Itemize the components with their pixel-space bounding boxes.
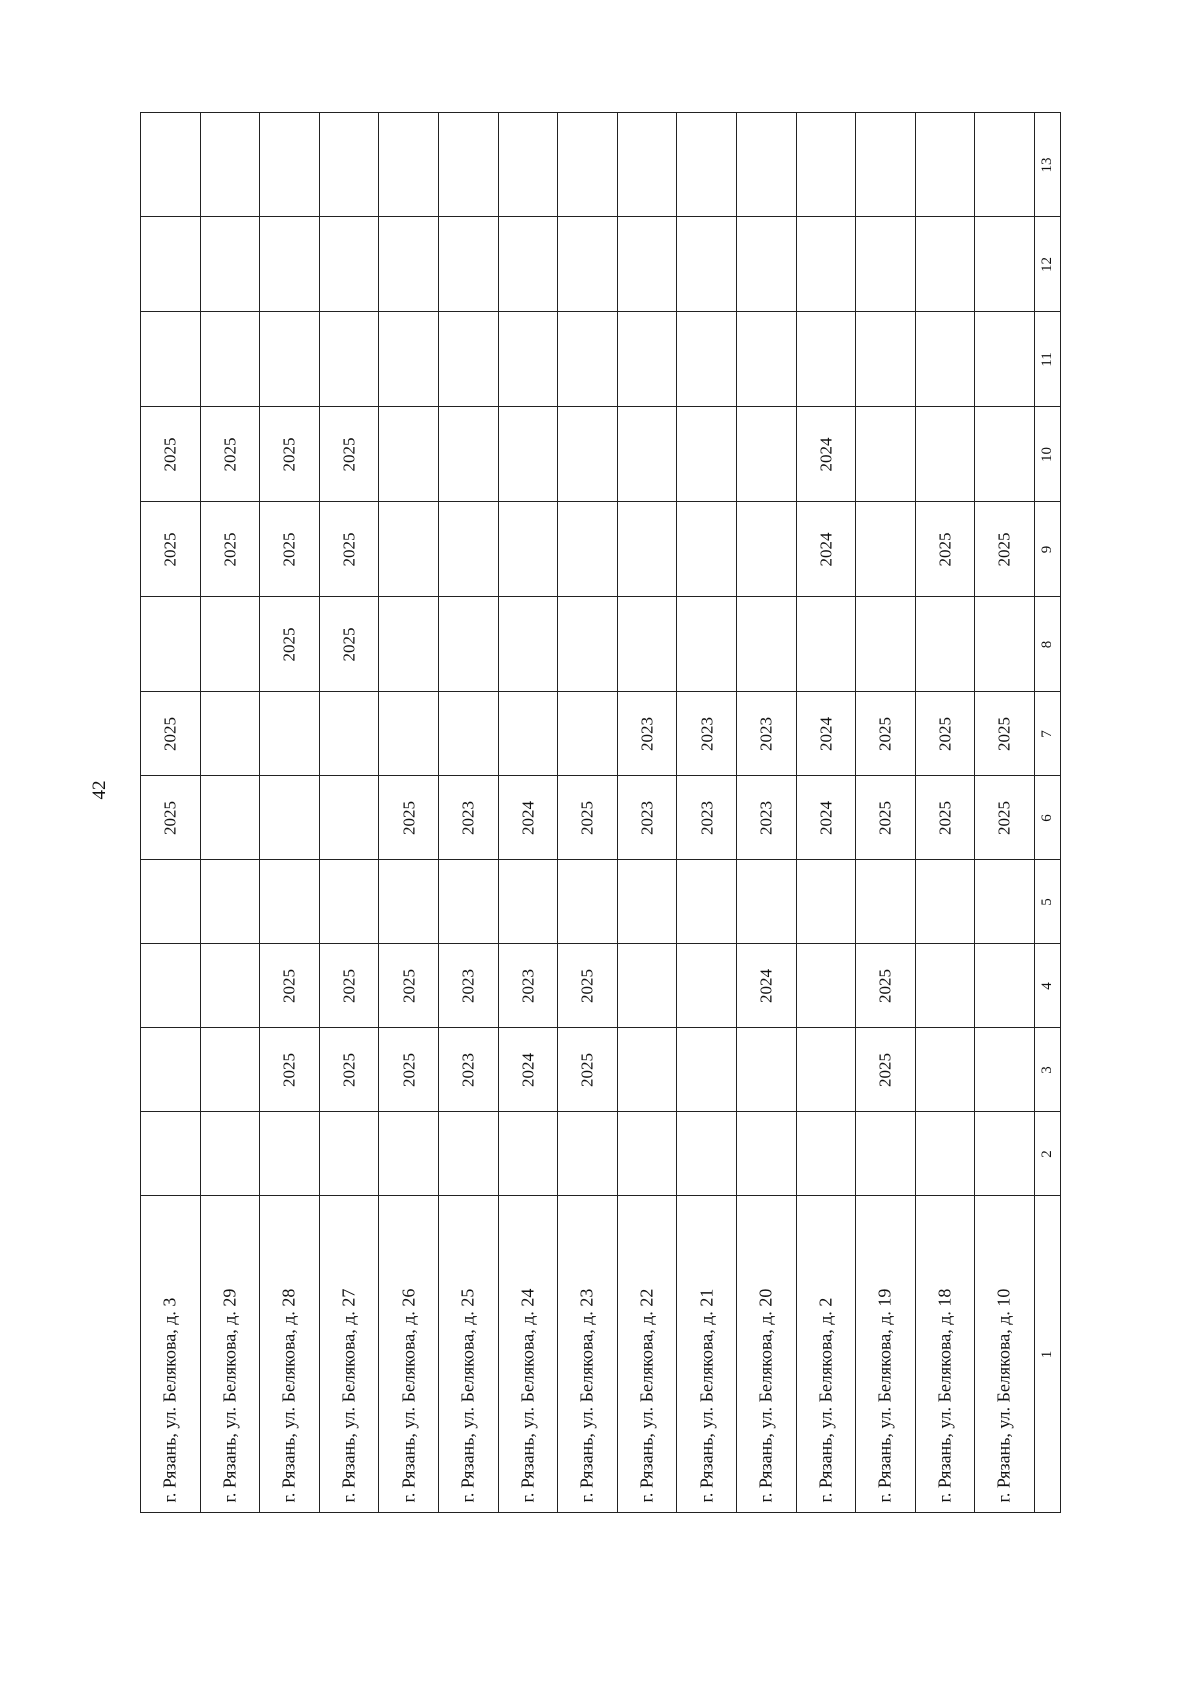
year-cell <box>558 312 618 407</box>
year-cell <box>319 312 379 407</box>
year-cell: 2025 <box>319 944 379 1028</box>
year-cell <box>915 860 975 944</box>
year-cell <box>200 776 260 860</box>
year-cell: 2023 <box>677 776 737 860</box>
address-cell: г. Рязань, ул. Белякова, д. 20 <box>737 1196 797 1513</box>
year-cell <box>379 312 439 407</box>
year-cell <box>975 1112 1035 1196</box>
address-cell: г. Рязань, ул. Белякова, д. 10 <box>975 1196 1035 1513</box>
year-cell: 2025 <box>260 597 320 692</box>
year-cell: 2024 <box>498 776 558 860</box>
year-cell <box>856 1112 916 1196</box>
year-cell <box>975 217 1035 312</box>
year-cell <box>558 113 618 217</box>
year-cell: 2025 <box>558 776 618 860</box>
year-cell <box>915 217 975 312</box>
schedule-table-container <box>140 112 1061 1512</box>
year-cell: 2024 <box>737 944 797 1028</box>
year-cell <box>677 502 737 597</box>
table-row <box>558 113 618 1513</box>
year-cell: 2025 <box>558 1028 618 1112</box>
header-cell: 6 <box>1035 776 1061 860</box>
year-cell <box>260 312 320 407</box>
year-cell <box>617 407 677 502</box>
year-cell <box>439 597 499 692</box>
year-cell: 2024 <box>796 407 856 502</box>
year-cell <box>915 1112 975 1196</box>
year-cell: 2023 <box>737 692 797 776</box>
year-cell <box>915 1028 975 1112</box>
year-cell: 2025 <box>319 597 379 692</box>
year-cell <box>319 860 379 944</box>
year-cell <box>617 860 677 944</box>
address-cell: г. Рязань, ул. Белякова, д. 24 <box>498 1196 558 1513</box>
year-cell <box>498 217 558 312</box>
year-cell <box>856 860 916 944</box>
year-cell: 2023 <box>439 944 499 1028</box>
year-cell <box>915 113 975 217</box>
year-cell: 2025 <box>319 1028 379 1112</box>
year-cell <box>200 1112 260 1196</box>
table-row <box>617 113 677 1513</box>
year-cell <box>200 113 260 217</box>
year-cell <box>796 217 856 312</box>
year-cell <box>141 312 201 407</box>
year-cell <box>677 1028 737 1112</box>
address-cell: г. Рязань, ул. Белякова, д. 29 <box>200 1196 260 1513</box>
year-cell <box>141 860 201 944</box>
year-cell <box>498 312 558 407</box>
address-cell: г. Рязань, ул. Белякова, д. 3 <box>141 1196 201 1513</box>
year-cell: 2025 <box>379 944 439 1028</box>
year-cell <box>677 597 737 692</box>
year-cell <box>796 312 856 407</box>
year-cell <box>915 944 975 1028</box>
table-row <box>439 113 499 1513</box>
year-cell <box>796 597 856 692</box>
year-cell <box>379 407 439 502</box>
year-cell <box>737 407 797 502</box>
year-cell <box>379 860 439 944</box>
table-row <box>677 113 737 1513</box>
year-cell <box>379 113 439 217</box>
year-cell <box>617 217 677 312</box>
year-cell <box>260 113 320 217</box>
table-row <box>796 113 856 1513</box>
year-cell <box>677 407 737 502</box>
table-row <box>498 113 558 1513</box>
year-cell <box>617 597 677 692</box>
year-cell <box>677 113 737 217</box>
year-cell <box>677 312 737 407</box>
header-cell: 9 <box>1035 502 1061 597</box>
year-cell: 2025 <box>141 776 201 860</box>
year-cell <box>617 1112 677 1196</box>
year-cell <box>439 217 499 312</box>
address-cell: г. Рязань, ул. Белякова, д. 21 <box>677 1196 737 1513</box>
header-cell: 3 <box>1035 1028 1061 1112</box>
year-cell <box>141 597 201 692</box>
year-cell: 2025 <box>141 692 201 776</box>
year-cell <box>617 502 677 597</box>
header-cell: 11 <box>1035 312 1061 407</box>
year-cell <box>498 407 558 502</box>
table-row <box>915 113 975 1513</box>
header-cell: 10 <box>1035 407 1061 502</box>
year-cell: 2023 <box>737 776 797 860</box>
year-cell: 2025 <box>915 776 975 860</box>
year-cell <box>200 1028 260 1112</box>
year-cell <box>200 217 260 312</box>
year-cell <box>796 113 856 217</box>
table-row <box>975 113 1035 1513</box>
address-cell: г. Рязань, ул. Белякова, д. 27 <box>319 1196 379 1513</box>
year-cell: 2025 <box>856 944 916 1028</box>
year-cell: 2025 <box>260 1028 320 1112</box>
year-cell <box>260 860 320 944</box>
year-cell <box>677 217 737 312</box>
year-cell <box>737 1112 797 1196</box>
page-number: 42 <box>89 780 110 800</box>
year-cell: 2025 <box>975 502 1035 597</box>
year-cell <box>737 217 797 312</box>
year-cell: 2023 <box>617 776 677 860</box>
year-cell <box>737 1028 797 1112</box>
table-row <box>200 113 260 1513</box>
table-row <box>260 113 320 1513</box>
header-cell: 7 <box>1035 692 1061 776</box>
year-cell: 2025 <box>200 407 260 502</box>
year-cell <box>856 502 916 597</box>
schedule-table <box>140 112 1061 1513</box>
address-cell: г. Рязань, ул. Белякова, д. 19 <box>856 1196 916 1513</box>
year-cell <box>439 312 499 407</box>
year-cell <box>319 113 379 217</box>
year-cell: 2025 <box>260 407 320 502</box>
year-cell <box>737 597 797 692</box>
year-cell <box>141 944 201 1028</box>
year-cell <box>737 502 797 597</box>
year-cell: 2025 <box>141 407 201 502</box>
year-cell <box>558 692 618 776</box>
year-cell <box>379 692 439 776</box>
year-cell: 2025 <box>260 944 320 1028</box>
header-cell: 12 <box>1035 217 1061 312</box>
year-cell <box>319 692 379 776</box>
year-cell <box>975 113 1035 217</box>
year-cell: 2023 <box>677 692 737 776</box>
year-cell <box>260 217 320 312</box>
year-cell <box>975 860 1035 944</box>
year-cell: 2025 <box>856 692 916 776</box>
year-cell <box>558 502 618 597</box>
year-cell <box>439 407 499 502</box>
year-cell <box>796 944 856 1028</box>
year-cell: 2025 <box>260 502 320 597</box>
year-cell <box>439 860 499 944</box>
header-cell: 4 <box>1035 944 1061 1028</box>
year-cell <box>141 1112 201 1196</box>
address-cell: г. Рязань, ул. Белякова, д. 22 <box>617 1196 677 1513</box>
year-cell <box>319 776 379 860</box>
year-cell <box>141 113 201 217</box>
year-cell <box>677 944 737 1028</box>
table-row <box>141 113 201 1513</box>
header-cell: 2 <box>1035 1112 1061 1196</box>
year-cell <box>617 312 677 407</box>
table-row <box>856 113 916 1513</box>
year-cell: 2023 <box>439 1028 499 1112</box>
year-cell: 2025 <box>558 944 618 1028</box>
year-cell <box>439 113 499 217</box>
year-cell <box>260 1112 320 1196</box>
year-cell <box>617 113 677 217</box>
year-cell <box>200 944 260 1028</box>
year-cell: 2025 <box>856 776 916 860</box>
year-cell <box>677 860 737 944</box>
year-cell <box>498 502 558 597</box>
year-cell <box>617 1028 677 1112</box>
year-cell <box>200 692 260 776</box>
year-cell <box>379 1112 439 1196</box>
year-cell <box>677 1112 737 1196</box>
year-cell: 2025 <box>319 407 379 502</box>
year-cell <box>200 312 260 407</box>
year-cell <box>439 1112 499 1196</box>
year-cell <box>439 502 499 597</box>
year-cell <box>856 407 916 502</box>
year-cell <box>498 113 558 217</box>
year-cell <box>975 944 1035 1028</box>
year-cell: 2023 <box>617 692 677 776</box>
table-row <box>379 113 439 1513</box>
year-cell: 2023 <box>498 944 558 1028</box>
year-cell <box>915 597 975 692</box>
year-cell: 2025 <box>200 502 260 597</box>
year-cell <box>796 860 856 944</box>
year-cell <box>439 692 499 776</box>
year-cell <box>856 113 916 217</box>
year-cell <box>856 217 916 312</box>
year-cell: 2025 <box>141 502 201 597</box>
year-cell: 2024 <box>796 776 856 860</box>
header-cell: 13 <box>1035 113 1061 217</box>
year-cell <box>796 1028 856 1112</box>
address-cell: г. Рязань, ул. Белякова, д. 25 <box>439 1196 499 1513</box>
year-cell <box>975 407 1035 502</box>
year-cell <box>558 1112 618 1196</box>
year-cell: 2025 <box>379 776 439 860</box>
year-cell <box>379 597 439 692</box>
year-cell: 2025 <box>379 1028 439 1112</box>
year-cell <box>975 312 1035 407</box>
year-cell: 2025 <box>915 692 975 776</box>
address-cell: г. Рязань, ул. Белякова, д. 26 <box>379 1196 439 1513</box>
address-cell: г. Рязань, ул. Белякова, д. 18 <box>915 1196 975 1513</box>
year-cell <box>379 502 439 597</box>
year-cell: 2024 <box>498 1028 558 1112</box>
header-cell: 8 <box>1035 597 1061 692</box>
header-cell: 1 <box>1035 1196 1061 1513</box>
year-cell <box>319 1112 379 1196</box>
year-cell <box>856 312 916 407</box>
year-cell <box>617 944 677 1028</box>
year-cell <box>200 860 260 944</box>
year-cell <box>737 113 797 217</box>
year-cell <box>737 312 797 407</box>
address-cell: г. Рязань, ул. Белякова, д. 28 <box>260 1196 320 1513</box>
year-cell: 2025 <box>319 502 379 597</box>
year-cell <box>498 860 558 944</box>
year-cell <box>260 692 320 776</box>
year-cell <box>141 1028 201 1112</box>
year-cell <box>856 597 916 692</box>
year-cell <box>737 860 797 944</box>
year-cell <box>975 1028 1035 1112</box>
year-cell <box>558 407 618 502</box>
year-cell: 2025 <box>975 776 1035 860</box>
table-row <box>319 113 379 1513</box>
year-cell: 2025 <box>915 502 975 597</box>
year-cell: 2024 <box>796 502 856 597</box>
year-cell <box>498 692 558 776</box>
year-cell <box>796 1112 856 1196</box>
year-cell: 2025 <box>856 1028 916 1112</box>
header-cell: 5 <box>1035 860 1061 944</box>
address-cell: г. Рязань, ул. Белякова, д. 2 <box>796 1196 856 1513</box>
year-cell <box>141 217 201 312</box>
year-cell <box>915 407 975 502</box>
year-cell: 2025 <box>975 692 1035 776</box>
year-cell <box>558 860 618 944</box>
year-cell <box>498 597 558 692</box>
year-cell <box>200 597 260 692</box>
year-cell <box>915 312 975 407</box>
year-cell: 2023 <box>439 776 499 860</box>
year-cell <box>260 776 320 860</box>
table-row <box>737 113 797 1513</box>
address-cell: г. Рязань, ул. Белякова, д. 23 <box>558 1196 618 1513</box>
year-cell <box>498 1112 558 1196</box>
year-cell <box>319 217 379 312</box>
year-cell <box>975 597 1035 692</box>
year-cell: 2024 <box>796 692 856 776</box>
year-cell <box>558 597 618 692</box>
year-cell <box>379 217 439 312</box>
header-row <box>1035 113 1061 1513</box>
year-cell <box>558 217 618 312</box>
